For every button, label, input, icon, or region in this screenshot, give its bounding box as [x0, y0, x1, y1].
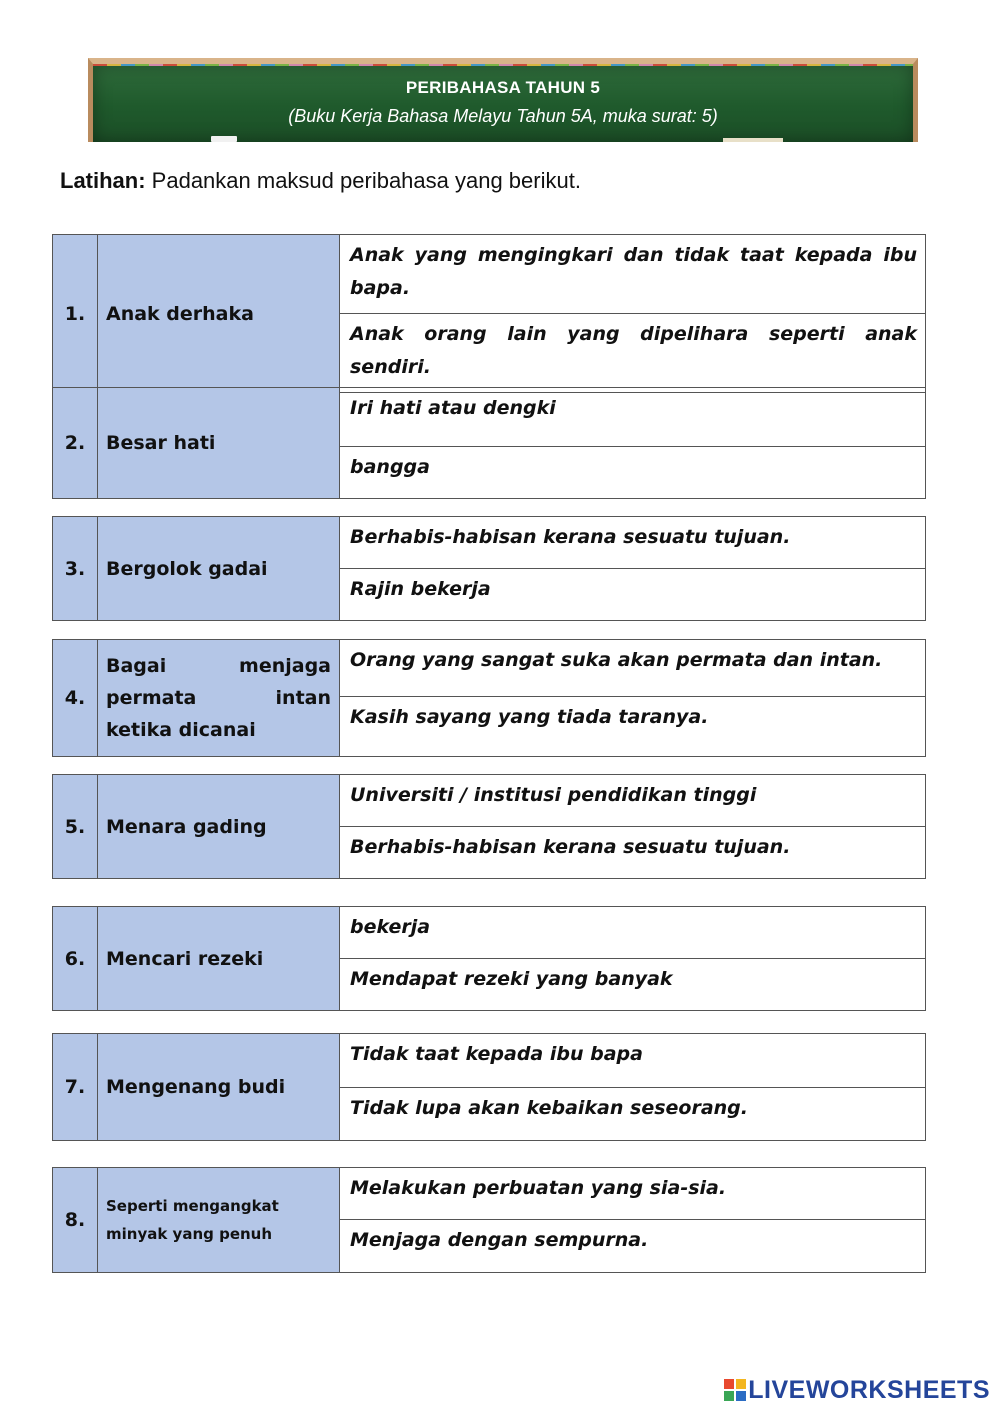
instruction-text: Padankan maksud peribahasa yang berikut.: [145, 168, 581, 193]
answer-option-a[interactable]: Berhabis-habisan kerana sesuatu tujuan.: [340, 517, 926, 569]
answer-option-a[interactable]: Tidak taat kepada ibu bapa: [340, 1034, 926, 1088]
answer-option-a[interactable]: Orang yang sangat suka akan permata dan intan.: [340, 640, 926, 697]
question-number: 3.: [53, 517, 98, 621]
proverb-term: Menara gading: [98, 775, 340, 879]
answer-option-a[interactable]: Anak yang mengingkari dan tidak taat kepada ibu bapa.: [340, 235, 926, 314]
question-8: [52, 1167, 926, 1273]
proverb-term: Bagai menjaga permata intan ketika dicanai: [98, 640, 340, 757]
liveworksheets-logo: [724, 1376, 990, 1405]
proverb-term: Anak derhaka: [98, 235, 340, 393]
question-number: 8.: [53, 1168, 98, 1273]
proverb-term: Besar hati: [98, 388, 340, 499]
header-banner: [88, 58, 918, 142]
question-number: 5.: [53, 775, 98, 879]
answer-option-b[interactable]: Kasih sayang yang tiada taranya.: [340, 697, 926, 757]
answer-option-b[interactable]: Mendapat rezeki yang banyak: [340, 959, 926, 1011]
question-number: 7.: [53, 1034, 98, 1141]
answer-option-a[interactable]: Universiti / institusi pendidikan tinggi: [340, 775, 926, 827]
chalk-ledge-decoration: [723, 138, 783, 142]
instruction-label: Latihan:: [60, 168, 146, 193]
answer-option-b[interactable]: Berhabis-habisan kerana sesuatu tujuan.: [340, 827, 926, 879]
question-2: [52, 387, 926, 499]
answer-option-a[interactable]: Iri hati atau dengki: [340, 388, 926, 447]
question-number: 2.: [53, 388, 98, 499]
answer-option-a[interactable]: Melakukan perbuatan yang sia-sia.: [340, 1168, 926, 1220]
watermark-text: LIVEWORKSHEETS: [748, 1376, 990, 1404]
question-number: 1.: [53, 235, 98, 393]
answer-option-b[interactable]: Anak orang lain yang dipelihara seperti anak sendiri.: [340, 314, 926, 393]
question-7: [52, 1033, 926, 1141]
question-3: [52, 516, 926, 621]
banner-decoration: [93, 58, 913, 66]
question-6: [52, 906, 926, 1011]
instruction: [60, 168, 581, 194]
page-subtitle: (Buku Kerja Bahasa Melayu Tahun 5A, muka surat: 5): [288, 106, 718, 126]
proverb-term: Mengenang budi: [98, 1034, 340, 1141]
question-4: [52, 639, 926, 757]
answer-option-b[interactable]: Rajin bekerja: [340, 569, 926, 621]
answer-option-b[interactable]: bangga: [340, 447, 926, 499]
proverb-term: Bergolok gadai: [98, 517, 340, 621]
page-title: PERIBAHASA TAHUN 5: [405, 78, 601, 97]
proverb-term: Mencari rezeki: [98, 907, 340, 1011]
answer-option-b[interactable]: Tidak lupa akan kebaikan seseorang.: [340, 1088, 926, 1141]
chalk-decoration: [211, 136, 237, 142]
question-number: 4.: [53, 640, 98, 757]
proverb-term: Seperti mengangkat minyak yang penuh: [98, 1168, 340, 1273]
question-number: 6.: [53, 907, 98, 1011]
liveworksheets-icon: [724, 1379, 746, 1401]
answer-option-a[interactable]: bekerja: [340, 907, 926, 959]
answer-option-b[interactable]: Menjaga dengan sempurna.: [340, 1220, 926, 1273]
question-5: [52, 774, 926, 879]
question-1: [52, 234, 926, 393]
